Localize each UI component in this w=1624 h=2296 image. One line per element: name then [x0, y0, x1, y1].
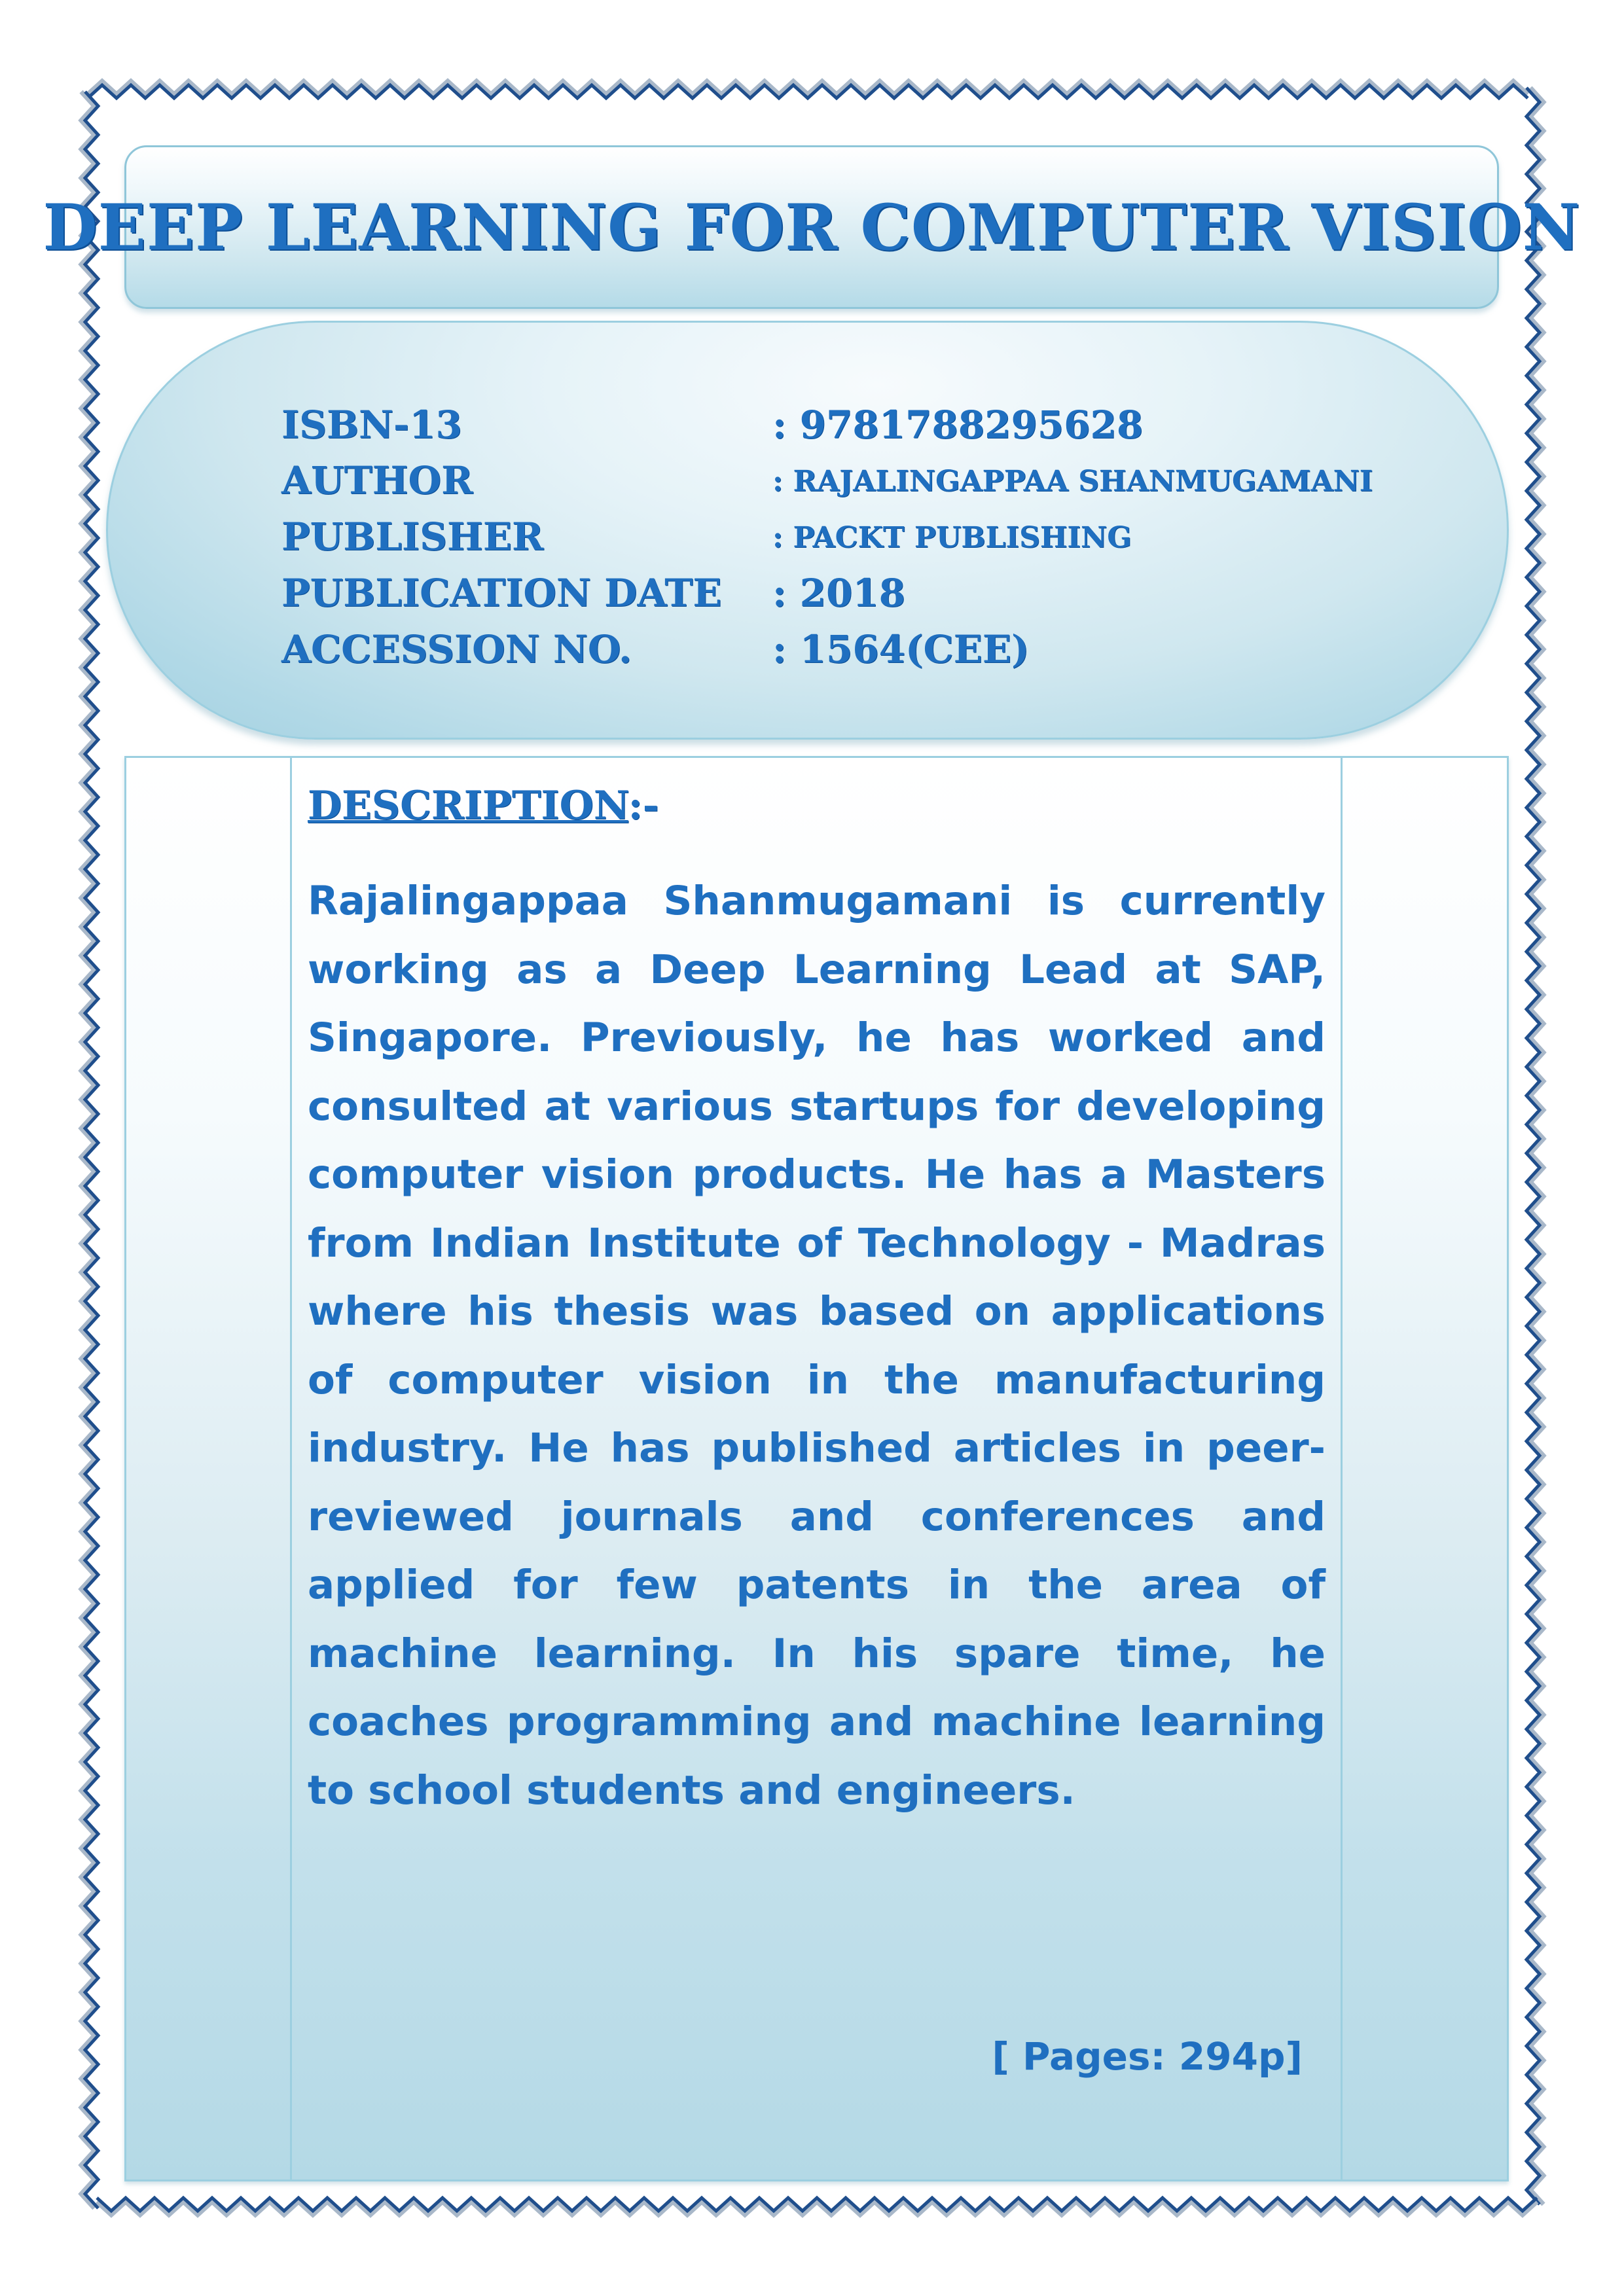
- detail-row-publication-date: [281, 571, 1427, 623]
- detail-value: : 9781788295628: [772, 403, 1144, 447]
- column-divider: [290, 758, 292, 2179]
- description-heading-suffix: :-: [628, 783, 659, 829]
- description-body: Rajalingappaa Shanmugamani is currently working as a Deep Learning Lead at SAP, Singapore. Previously, he has worked and consulted at various startups for developing computer vision products. He has a Masters from Indian Institute of Technology - Madras where his thesis was based on applications of computer vision in the manufacturing industry. He has published articles in peer-reviewed journals and conferences and applied for few patents in the area of machine learning. In his spare time, he coaches programming and machine learning to school students and engineers.: [308, 878, 1326, 1814]
- detail-row-publisher: [281, 514, 1427, 567]
- detail-label: PUBLICATION DATE: [281, 571, 722, 615]
- detail-value: : 1564(CEE): [772, 627, 1030, 672]
- book-title: DEEP LEARNING FOR COMPUTER VISION: [43, 190, 1581, 264]
- detail-label: ISBN-13: [281, 403, 462, 447]
- detail-value: : RAJALINGAPPAA SHANMUGAMANI: [772, 465, 1373, 498]
- detail-row-accession-no: [281, 627, 1427, 679]
- detail-label: PUBLISHER: [281, 514, 544, 559]
- detail-label: ACCESSION NO.: [281, 627, 632, 672]
- detail-row-isbn: [281, 403, 1427, 455]
- detail-value: : 2018: [772, 571, 906, 615]
- page-count: [ Pages: 294p]: [992, 2034, 1303, 2079]
- detail-value: : PACKT PUBLISHING: [772, 521, 1132, 554]
- description-heading: [308, 783, 659, 829]
- description-heading-label: DESCRIPTION: [308, 783, 628, 829]
- detail-row-author: [281, 458, 1427, 511]
- title-banner: [43, 145, 1581, 309]
- column-divider: [1341, 758, 1343, 2179]
- detail-label: AUTHOR: [281, 458, 473, 503]
